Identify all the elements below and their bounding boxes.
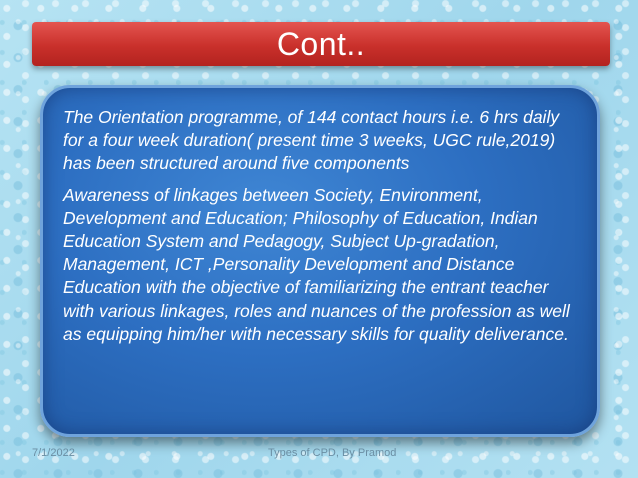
footer-date: 7/1/2022 (32, 447, 75, 459)
paragraph-2: Awareness of linkages between Society, Environment, Development and Education; Philosophy of Education, Indian Education System and Pedagogy, Subject Up-gradation, Management, ICT ,Personality Development and Distance Education with the objective of familiarizing the entrant teacher with various linkages, roles and nuances of the profession as well as equipping him/her with necessary skills for quality deliverance. (63, 184, 570, 344)
paragraph-1: The Orientation programme, of 144 contact hours i.e. 6 hrs daily for a four week duration( present time 3 weeks, UGC rule,2019) has been structured around five components (63, 107, 560, 174)
content-box (40, 85, 600, 437)
footer-text: Types of CPD, By Pramod (268, 447, 397, 459)
slide-title: Cont.. (276, 25, 366, 62)
title-bar (32, 22, 610, 66)
